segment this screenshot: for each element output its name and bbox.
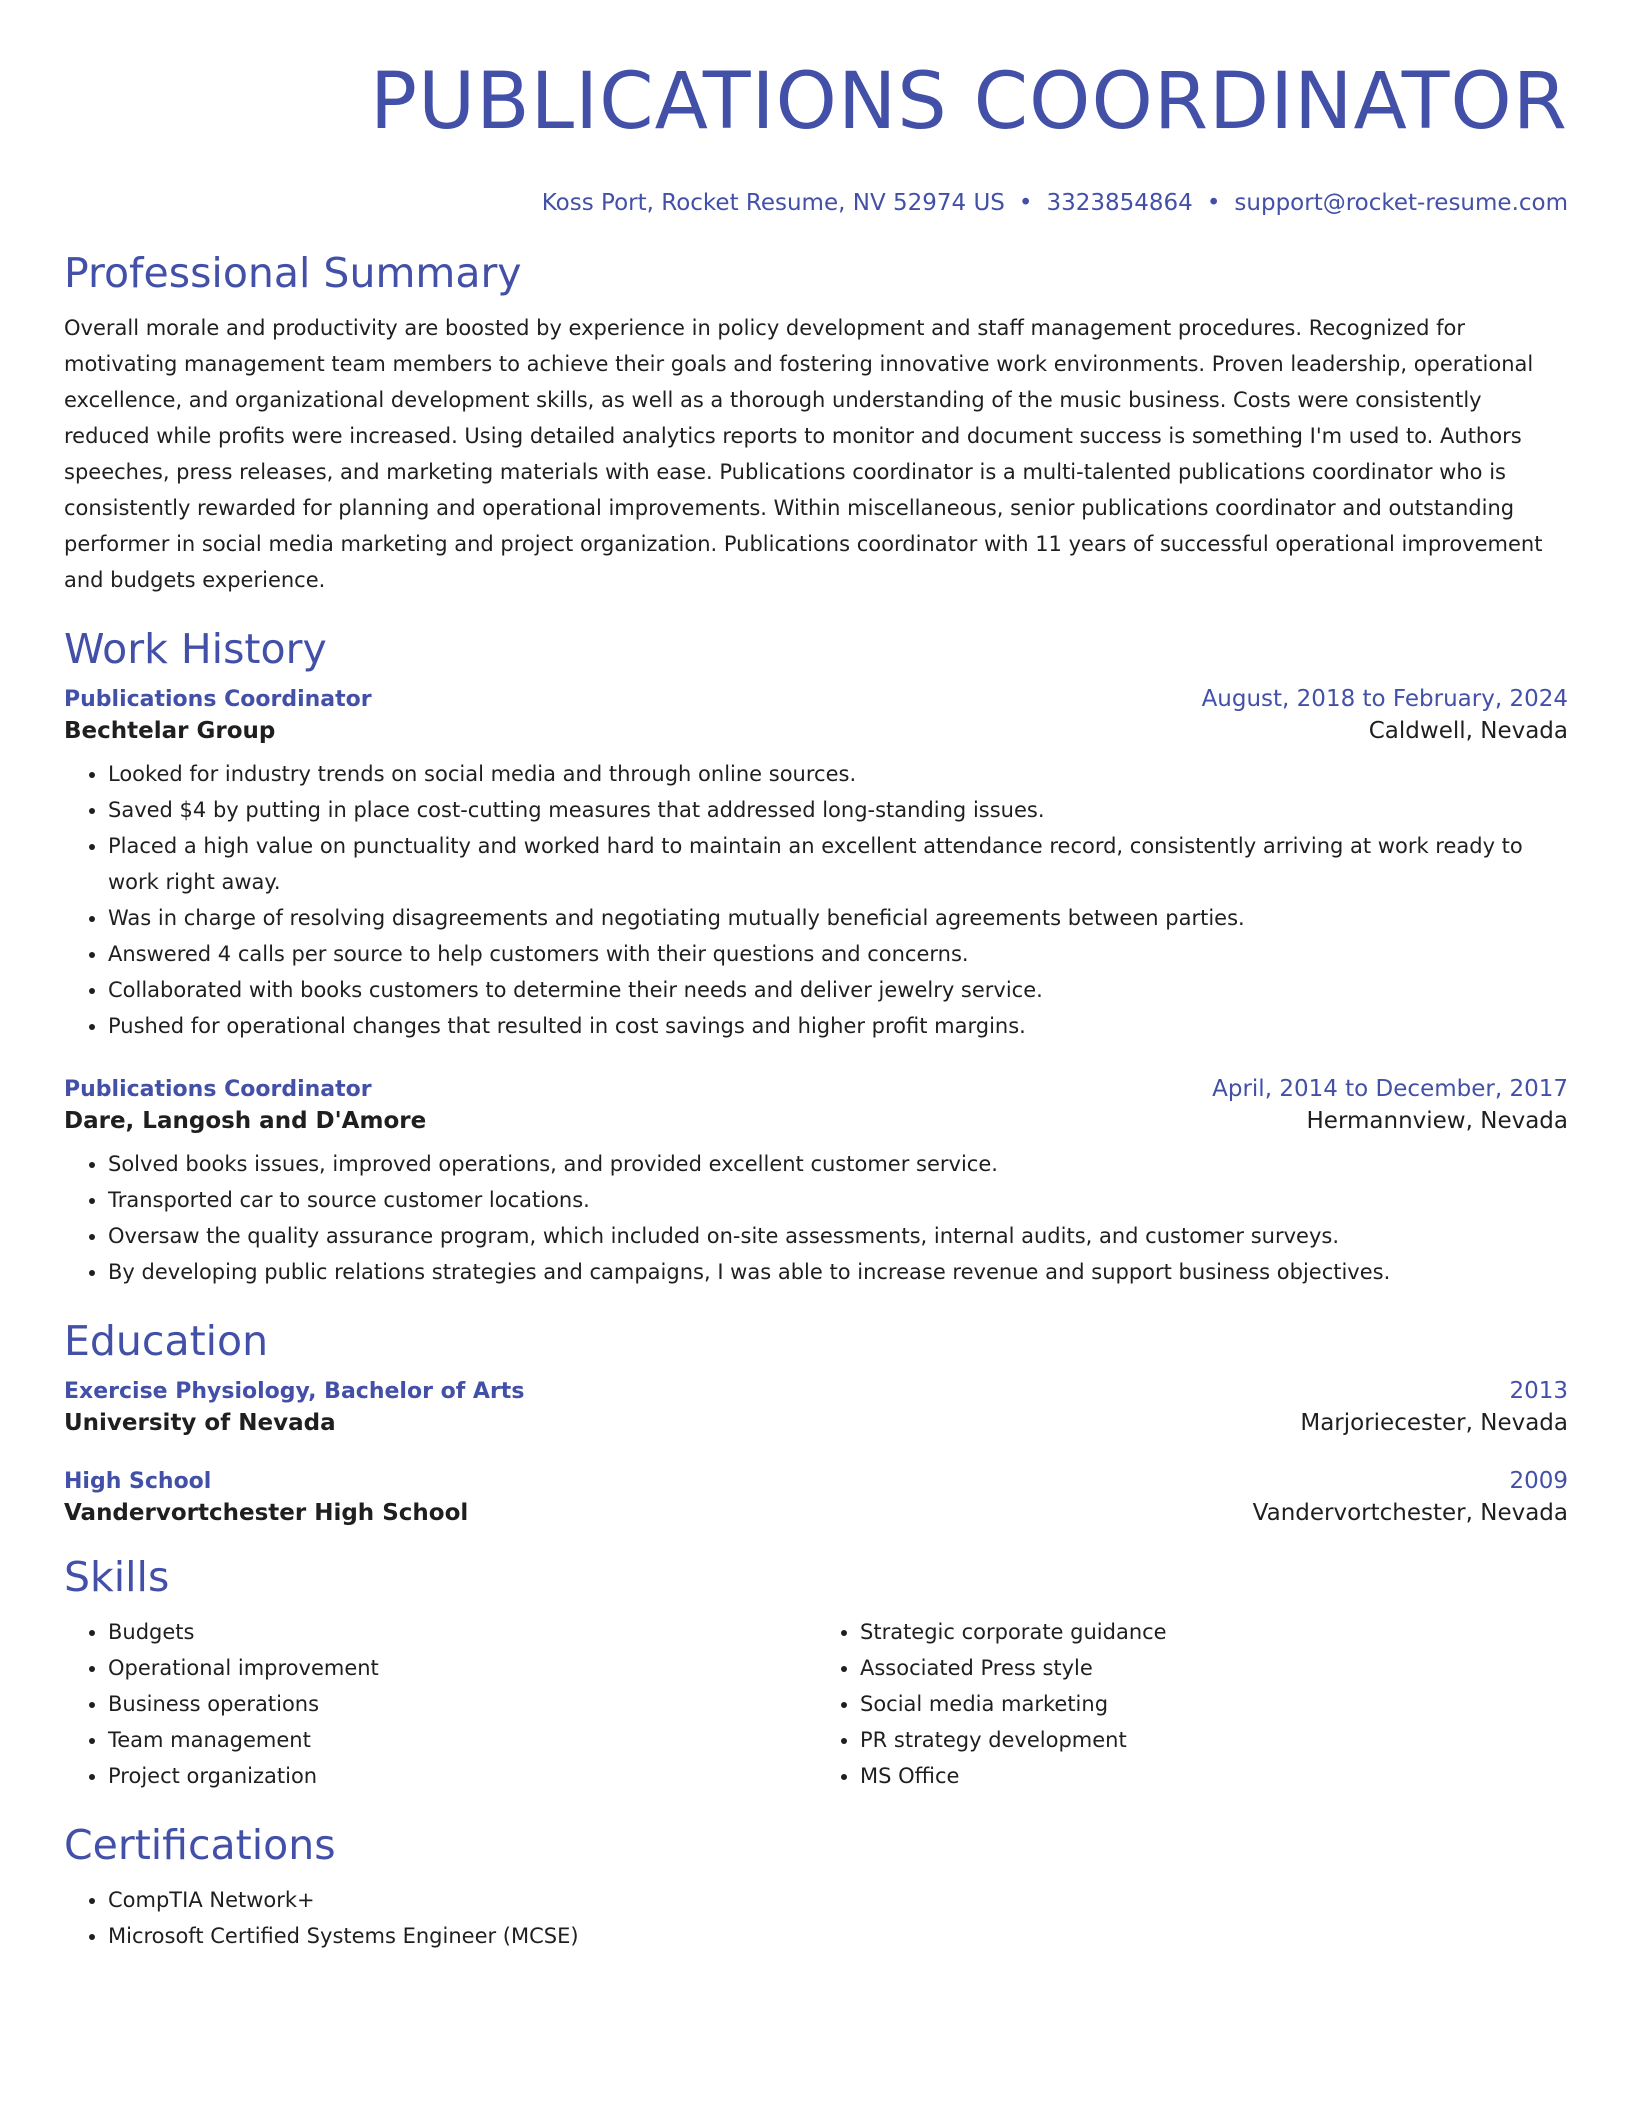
certifications-list [64, 1882, 1568, 1954]
list-item: • Oversaw the quality assurance program, which included on-site assessments, internal audits, and customer surveys. [108, 1218, 1568, 1254]
separator-dot: • [1206, 190, 1221, 216]
education-section [64, 1316, 1568, 1526]
skill-item: • PR strategy development [860, 1722, 1568, 1758]
section-title-certifications: Certifications [64, 1821, 336, 1869]
education-entry [64, 1468, 1568, 1526]
job-header-row [64, 1076, 1568, 1102]
job-bullets [64, 756, 1568, 1044]
skill-item: • MS Office [860, 1758, 1568, 1794]
separator-dot: • [1018, 190, 1033, 216]
list-item: • Pushed for operational changes that resulted in cost savings and higher profit margins. [108, 1008, 1568, 1044]
skill-item: • Budgets [108, 1614, 816, 1650]
education-entry [64, 1378, 1568, 1436]
list-item: • Looked for industry trends on social media and through online sources. [108, 756, 1568, 792]
job-location: Caldwell, Nevada [1368, 718, 1568, 744]
education-school-row [64, 1500, 1568, 1526]
skill-item: • Social media marketing [860, 1686, 1568, 1722]
list-item: • By developing public relations strategies and campaigns, I was able to increase revenue and support business objectives. [108, 1254, 1568, 1290]
summary-section [64, 248, 1568, 598]
degree: High School [64, 1469, 212, 1494]
school-name: Vandervortchester High School [64, 1500, 469, 1526]
skill-item: • Associated Press style [860, 1650, 1568, 1686]
email-link[interactable]: support@rocket-resume.com [1234, 190, 1568, 216]
education-school-row [64, 1410, 1568, 1436]
summary-text: Overall morale and productivity are boosted by experience in policy development and staff management procedures. Recognized for motivating management team members to achieve their goals and fostering innovative work environments. Proven leadership, operational excellence, and organizational development skills, as well as a thorough understanding of the music business. Costs were consistently reduced while profits were increased. Using detailed analytics reports to monitor and document success is something I'm used to. Authors speeches, press releases, and marketing materials with ease. Publications coordinator is a multi-talented publications coordinator who is consistently rewarded for planning and operational improvements. Within miscellaneous, senior publications coordinator and outstanding performer in social media marketing and project organization. Publications coordinator with 11 years of successful operational improvement and budgets experience. [64, 316, 1543, 592]
list-item: • Placed a high value on punctuality and worked hard to maintain an excellent attendance record, consistently arriving at work ready to work right away. [108, 828, 1568, 900]
graduation-year: 2009 [1509, 1468, 1568, 1494]
skill-item: • Business operations [108, 1686, 816, 1722]
skills-grid [64, 1614, 1568, 1794]
job-entry [64, 686, 1568, 1044]
list-item: • Was in charge of resolving disagreements and negotiating mutually beneficial agreements between parties. [108, 900, 1568, 936]
job-title: Publications Coordinator [64, 1077, 372, 1102]
company-name: Dare, Langosh and D'Amore [64, 1108, 427, 1134]
graduation-year: 2013 [1509, 1378, 1568, 1404]
school-location: Marjoriecester, Nevada [1300, 1410, 1568, 1436]
education-header-row [64, 1468, 1568, 1494]
list-item: • Answered 4 calls per source to help customers with their questions and concerns. [108, 936, 1568, 972]
certifications-section [64, 1820, 1568, 1954]
job-location: Hermannview, Nevada [1306, 1108, 1568, 1134]
school-name: University of Nevada [64, 1410, 336, 1436]
skills-list-left [64, 1614, 816, 1794]
list-item: • Saved $4 by putting in place cost-cutting measures that addressed long-standing issues. [108, 792, 1568, 828]
skill-item: • Strategic corporate guidance [860, 1614, 1568, 1650]
address: Koss Port, Rocket Resume, NV 52974 US [541, 190, 1005, 216]
certification-item: • Microsoft Certified Systems Engineer (MCSE) [108, 1918, 1568, 1954]
phone: 3323854864 [1046, 190, 1193, 216]
skill-item: • Team management [108, 1722, 816, 1758]
list-item: • Collaborated with books customers to determine their needs and deliver jewelry service. [108, 972, 1568, 1008]
job-entry [64, 1076, 1568, 1290]
job-header-row [64, 686, 1568, 712]
skills-section [64, 1552, 1568, 1794]
company-name: Bechtelar Group [64, 718, 276, 744]
section-title-work-history: Work History [64, 625, 327, 673]
list-item: • Solved books issues, improved operations, and provided excellent customer service. [108, 1146, 1568, 1182]
candidate-title: PUBLICATIONS COORDINATOR [370, 57, 1568, 147]
work-history-section [64, 624, 1568, 1290]
section-title-education: Education [64, 1317, 269, 1365]
school-location: Vandervortchester, Nevada [1252, 1500, 1568, 1526]
certification-item: • CompTIA Network+ [108, 1882, 1568, 1918]
skill-item: • Project organization [108, 1758, 816, 1794]
degree: Exercise Physiology, Bachelor of Arts [64, 1379, 525, 1404]
section-title-skills: Skills [64, 1553, 170, 1601]
resume-header [64, 0, 1568, 218]
list-item: • Transported car to source customer locations. [108, 1182, 1568, 1218]
job-bullets [64, 1146, 1568, 1290]
skill-item: • Operational improvement [108, 1650, 816, 1686]
job-company-row [64, 718, 1568, 744]
education-header-row [64, 1378, 1568, 1404]
job-dates: August, 2018 to February, 2024 [1201, 686, 1568, 712]
job-title: Publications Coordinator [64, 687, 372, 712]
job-company-row [64, 1108, 1568, 1134]
section-title-summary: Professional Summary [64, 249, 522, 297]
contact-line [64, 188, 1568, 218]
skills-list-right [816, 1614, 1568, 1794]
job-dates: April, 2014 to December, 2017 [1212, 1076, 1568, 1102]
